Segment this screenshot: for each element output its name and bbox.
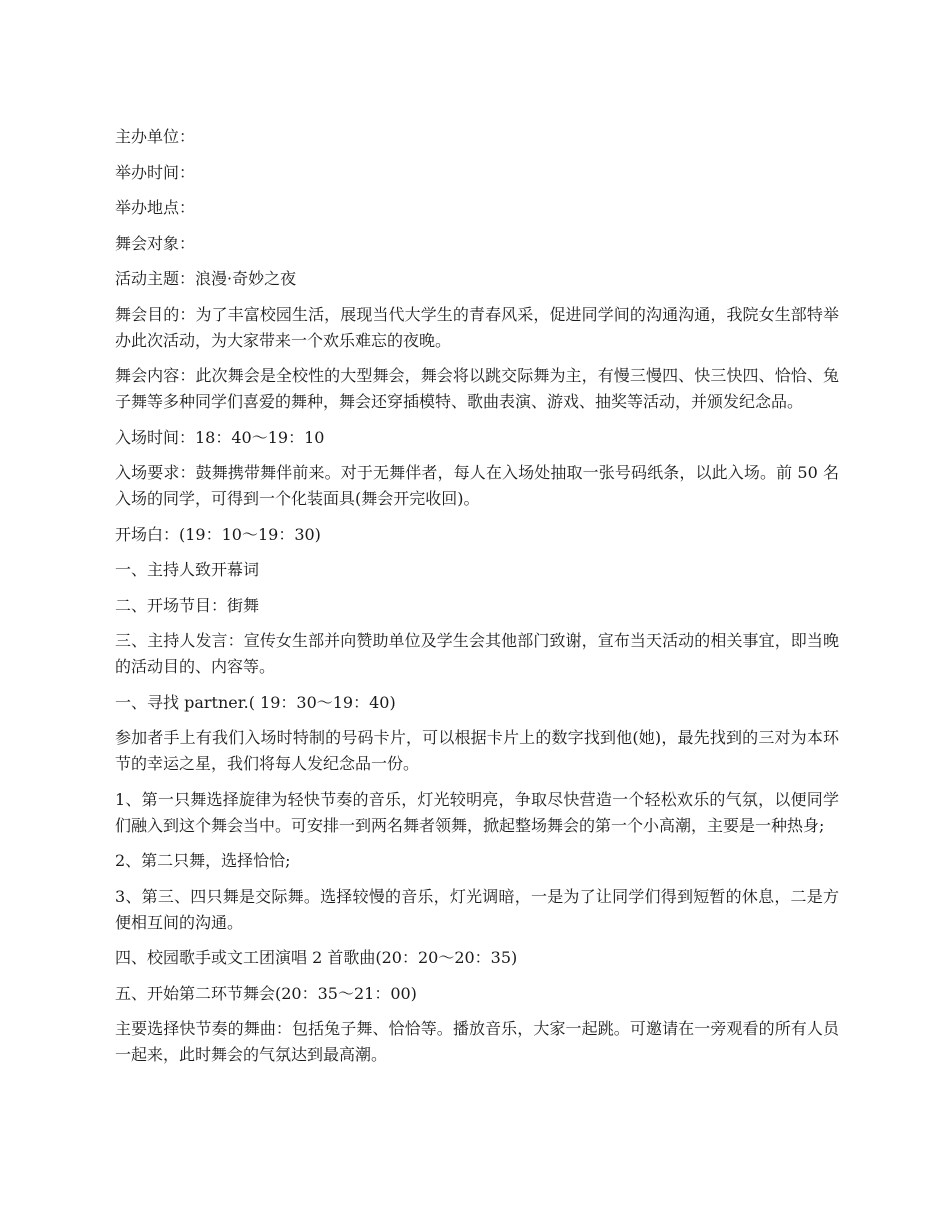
opening-line: 开场白：(19：10～19：30) bbox=[115, 524, 321, 544]
agenda-item: 二、开场节目：街舞 bbox=[115, 595, 260, 615]
second-session-paragraph: 主要选择快节奏的舞曲：包括兔子舞、恰恰等。播放音乐，大家一起跳。可邀请在一旁观看的所有人员一起来，此时舞会的气氛达到最高潮。 bbox=[115, 1019, 839, 1064]
agenda-item: 三、主持人发言：宣传女生部并向赞助单位及学生会其他部门致谢，宣布当天活动的相关事宜，即当晚的活动目的、内容等。 bbox=[115, 631, 839, 676]
purpose-paragraph: 舞会目的：为了丰富校园生活，展现当代大学生的青春风采，促进同学间的沟通沟通，我院女生部特举办此次活动，为大家带来一个欢乐难忘的夜晚。 bbox=[115, 304, 839, 350]
organizer-line: 主办单位： bbox=[115, 127, 196, 146]
content-paragraph: 舞会内容：此次舞会是全校性的大型舞会，舞会将以跳交际舞为主，有慢三慢四、快三快四、恰恰、兔子舞等多种同学们喜爱的舞种，舞会还穿插模特、歌曲表演、游戏、抽奖等活动，并颁发纪念品。 bbox=[115, 366, 839, 411]
dance-item: 1、第一只舞选择旋律为轻快节奏的音乐，灯光较明亮，争取尽快营造一个轻松欢乐的气氛，以便同学们融入到这个舞会当中。可安排一到两名舞者领舞，掀起整场舞会的第一个小高潮，主要是一种热身; bbox=[115, 789, 839, 835]
event-time-line: 举办时间： bbox=[115, 162, 196, 182]
dance-item: 2、第二只舞，选择恰恰; bbox=[115, 851, 291, 870]
agenda-item: 一、主持人致开幕词 bbox=[115, 560, 260, 579]
dance-item: 3、第三、四只舞是交际舞。选择较慢的音乐，灯光调暗，一是为了让同学们得到短暂的休息，二是方便相互间的沟通。 bbox=[115, 886, 839, 932]
agenda-item: 五、开始第二环节舞会(20：35～21：00) bbox=[115, 983, 417, 1003]
event-location-line: 举办地点： bbox=[115, 198, 196, 217]
partner-description-paragraph: 参加者手上有我们入场时特制的号码卡片，可以根据卡片上的数字找到他(她)，最先找到的三对为本环节的幸运之星，我们将每人发纪念品一份。 bbox=[115, 728, 839, 773]
audience-line: 舞会对象： bbox=[115, 233, 196, 253]
entry-time-line: 入场时间：18：40～19：10 bbox=[115, 427, 325, 447]
agenda-item: 四、校园歌手或文工团演唱 2 首歌曲(20：20～20：35) bbox=[115, 948, 518, 967]
theme-line: 活动主题：浪漫·奇妙之夜 bbox=[115, 269, 297, 288]
agenda-item: 一、寻找 partner.( 19：30～19：40) bbox=[115, 692, 396, 712]
entry-requirements-paragraph: 入场要求：鼓舞携带舞伴前来。对于无舞伴者，每人在入场处抽取一张号码纸条，以此入场。前 50 名入场的同学，可得到一个化装面具(舞会开完收回)。 bbox=[115, 463, 839, 508]
document-body bbox=[115, 124, 839, 1078]
